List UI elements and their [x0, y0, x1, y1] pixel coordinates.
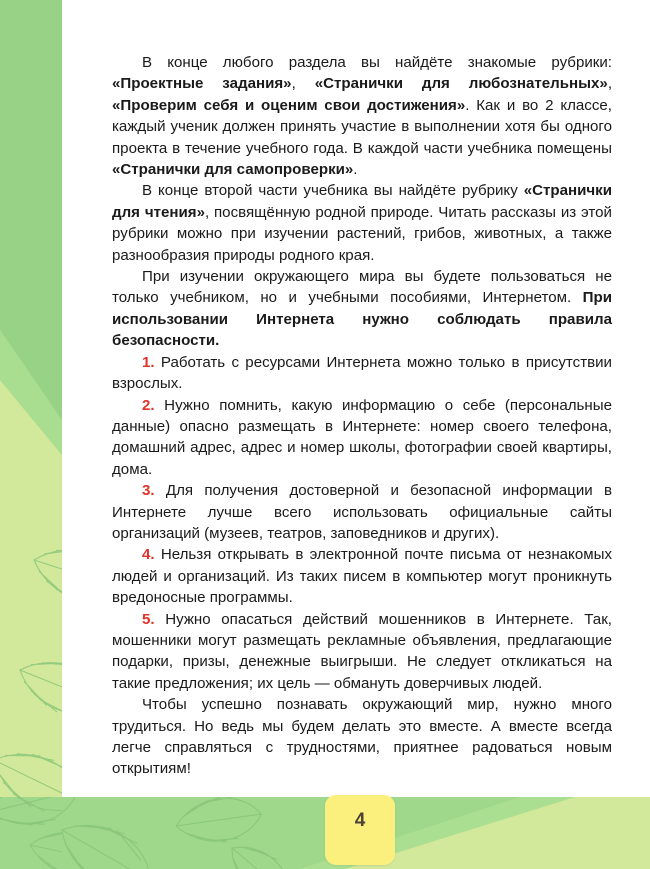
safety-rule-number: 3. [142, 482, 155, 500]
body-paragraph [112, 266, 612, 352]
paragraph-text-run: , [607, 75, 613, 93]
body-paragraph [112, 52, 612, 180]
safety-rule-number: 4. [142, 546, 155, 564]
paragraph-text-run: . [353, 161, 358, 179]
paragraph-text-run: , [291, 75, 315, 93]
safety-rule-text: Нельзя открывать в электронной почте письма от незнакомых людей и организаций. Из таких писем в компьютер могут проникнуть вредоносные программы. [112, 546, 612, 607]
page-number-label: 4 [354, 810, 366, 831]
safety-rule-text: Нужно опасаться действий мошенников в Интернете. Так, мошенники могут размещать рекламные объявления, предлагающие подарки, призы, денежные выигрыши. Не следует откликаться на такие предложения; их цель — обмануть доверчивых людей. [112, 610, 612, 692]
paragraph-list [112, 52, 612, 352]
paragraph-text-run: При изучении окружающего мира вы будете пользоваться не только учебником, но и учебными пособиями, Интернетом. [112, 268, 612, 307]
page-number-badge [325, 795, 395, 865]
page-text-body [112, 52, 612, 780]
closing-paragraph [112, 694, 612, 780]
paragraph-text-run: «Странички для любознательных» [314, 75, 608, 93]
safety-rule-item [112, 395, 612, 481]
safety-rule-number: 1. [142, 353, 155, 371]
safety-rule-item [112, 609, 612, 695]
safety-rule-number: 2. [142, 396, 155, 414]
body-paragraph [112, 180, 612, 266]
safety-rule-item [112, 480, 612, 544]
paragraph-text-run: . Как и во 2 классе, каждый ученик должен принять участие в выполнении хотя бы одного проекта в течение учебного года. В каждой части учебника помещены [112, 96, 612, 157]
left-band-lower [0, 380, 62, 869]
paragraph-text-run: «Проектные задания» [112, 75, 292, 93]
safety-rule-item [112, 352, 612, 395]
paragraph-text-run: В конце любого раздела вы найдёте знакомые рубрики: [142, 54, 612, 71]
paragraph-text-run: При использовании Интернета нужно соблюдать правила безопасности. [112, 289, 612, 350]
safety-rule-text: Работать с ресурсами Интернета можно только в присутствии взрослых. [112, 353, 612, 393]
paragraph-text-run: «Странички для чтения» [112, 182, 612, 221]
safety-rules-list [112, 352, 612, 695]
safety-rule-item [112, 544, 612, 608]
paragraph-text-run: «Странички для самопроверки» [112, 161, 354, 179]
closing-text-run: Чтобы успешно познавать окружающий мир, нужно много трудиться. Но ведь мы будем делать это вместе. А вместе всегда легче справляться с трудностями, приятнее радоваться новым открытиям! [112, 696, 612, 778]
paragraph-text-run: В конце второй части учебника вы найдёте рубрику [142, 182, 524, 200]
paragraph-text-run: «Проверим себя и оценим свои достижения» [112, 96, 466, 114]
closing-paragraph-container [112, 694, 612, 780]
safety-rule-text: Нужно помнить, какую информацию о себе (персональные данные) опасно размещать в Интернете: номер своего телефона, домашний адрес, адрес и номер школы, фотографии своей квартиры, дома. [112, 396, 612, 478]
paragraph-text-run: , посвящённую родной природе. Читать рассказы из этой рубрики можно при изучении растений, грибов, животных, а также разнообразия природы родного края. [112, 203, 612, 264]
safety-rule-number: 5. [142, 610, 155, 628]
safety-rule-text: Для получения достоверной и безопасной информации в Интернете лучше всего использовать официальные сайты организаций (музеев, театров, заповедников и других). [112, 482, 612, 542]
